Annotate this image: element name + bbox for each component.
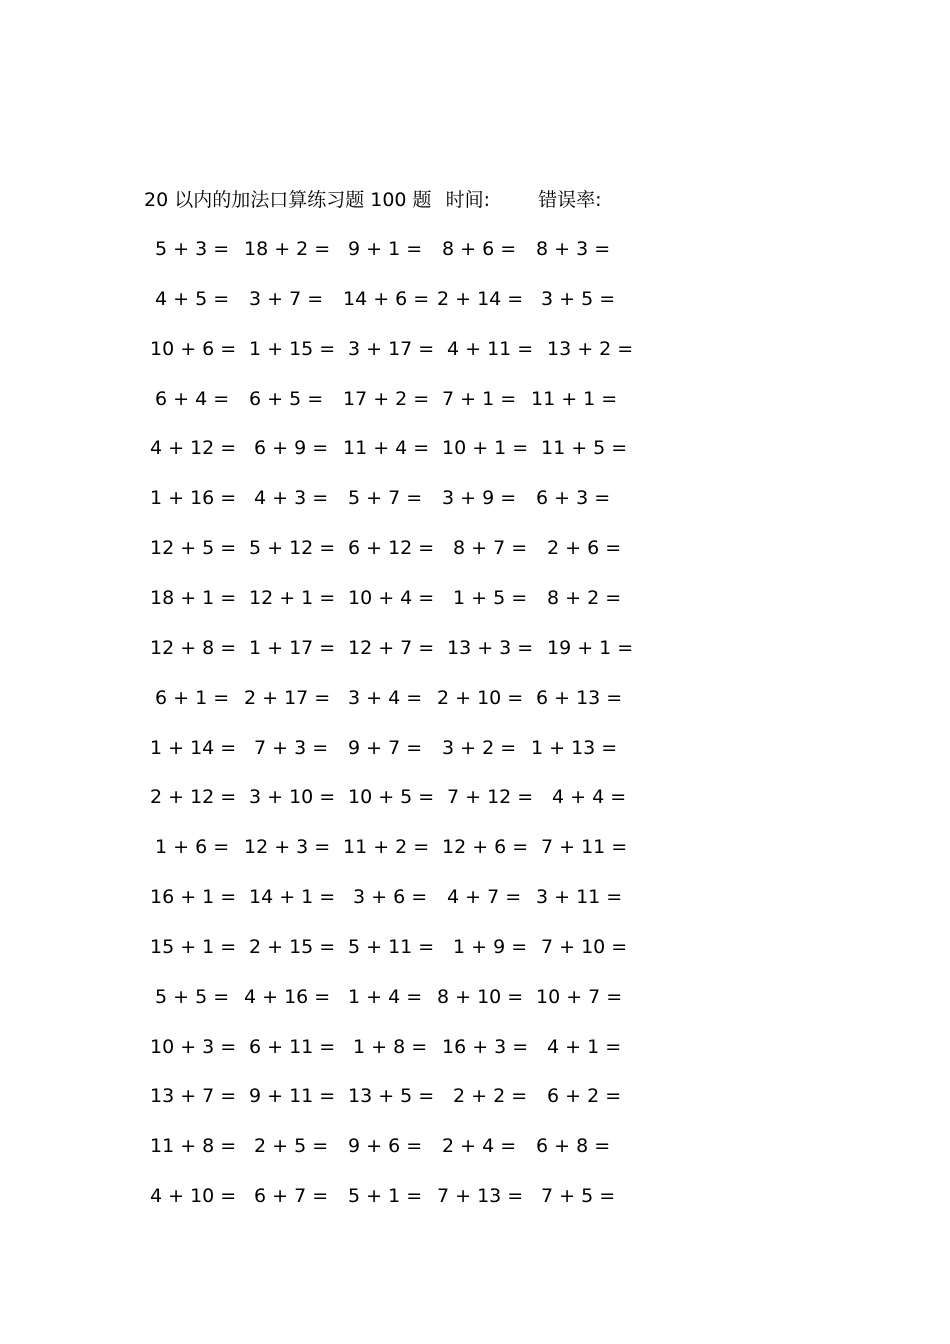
problem-r17-c1: 10 + 3 = bbox=[150, 1036, 237, 1058]
problem-r18-c3: 13 + 5 = bbox=[348, 1085, 435, 1107]
problem-r13-c1: 1 + 6 = bbox=[155, 836, 230, 858]
problem-r14-c5: 3 + 11 = bbox=[536, 886, 623, 908]
problem-r8-c1: 18 + 1 = bbox=[150, 587, 237, 609]
problem-r2-c4: 2 + 14 = bbox=[437, 288, 524, 310]
problem-r13-c4: 12 + 6 = bbox=[442, 836, 529, 858]
problem-r2-c3: 14 + 6 = bbox=[343, 288, 430, 310]
problem-r16-c2: 4 + 16 = bbox=[244, 986, 331, 1008]
problem-r4-c5: 11 + 1 = bbox=[531, 388, 618, 410]
problem-r3-c1: 10 + 6 = bbox=[150, 338, 237, 360]
problem-r1-c1: 5 + 3 = bbox=[155, 238, 230, 260]
problem-r7-c4: 8 + 7 = bbox=[453, 537, 528, 559]
problem-r17-c4: 16 + 3 = bbox=[442, 1036, 529, 1058]
problem-r7-c5: 2 + 6 = bbox=[547, 537, 622, 559]
problem-r1-c4: 8 + 6 = bbox=[442, 238, 517, 260]
problem-r6-c4: 3 + 9 = bbox=[442, 487, 517, 509]
problem-r4-c2: 6 + 5 = bbox=[249, 388, 324, 410]
problem-r20-c3: 5 + 1 = bbox=[348, 1185, 423, 1207]
problem-r8-c2: 12 + 1 = bbox=[249, 587, 336, 609]
problem-r1-c2: 18 + 2 = bbox=[244, 238, 331, 260]
problem-r10-c4: 2 + 10 = bbox=[437, 687, 524, 709]
problem-r6-c5: 6 + 3 = bbox=[536, 487, 611, 509]
problem-r2-c1: 4 + 5 = bbox=[155, 288, 230, 310]
problem-r8-c3: 10 + 4 = bbox=[348, 587, 435, 609]
problem-r1-c5: 8 + 3 = bbox=[536, 238, 611, 260]
problem-r5-c5: 11 + 5 = bbox=[541, 437, 628, 459]
problem-r16-c1: 5 + 5 = bbox=[155, 986, 230, 1008]
problem-r18-c4: 2 + 2 = bbox=[453, 1085, 528, 1107]
problem-r19-c1: 11 + 8 = bbox=[150, 1135, 237, 1157]
problem-r3-c5: 13 + 2 = bbox=[547, 338, 634, 360]
problem-r20-c2: 6 + 7 = bbox=[254, 1185, 329, 1207]
problem-r9-c2: 1 + 17 = bbox=[249, 637, 336, 659]
problem-r7-c2: 5 + 12 = bbox=[249, 537, 336, 559]
problem-r17-c3: 1 + 8 = bbox=[353, 1036, 428, 1058]
problem-r19-c4: 2 + 4 = bbox=[442, 1135, 517, 1157]
problem-r4-c1: 6 + 4 = bbox=[155, 388, 230, 410]
problem-r15-c5: 7 + 10 = bbox=[541, 936, 628, 958]
worksheet-header bbox=[144, 186, 601, 214]
problem-r17-c2: 6 + 11 = bbox=[249, 1036, 336, 1058]
problem-r3-c2: 1 + 15 = bbox=[249, 338, 336, 360]
problem-r14-c3: 3 + 6 = bbox=[353, 886, 428, 908]
problem-r1-c3: 9 + 1 = bbox=[348, 238, 423, 260]
problem-r8-c5: 8 + 2 = bbox=[547, 587, 622, 609]
problem-r18-c2: 9 + 11 = bbox=[249, 1085, 336, 1107]
problem-r15-c2: 2 + 15 = bbox=[249, 936, 336, 958]
problem-r9-c3: 12 + 7 = bbox=[348, 637, 435, 659]
problem-r14-c4: 4 + 7 = bbox=[447, 886, 522, 908]
problem-r11-c4: 3 + 2 = bbox=[442, 737, 517, 759]
error-rate-label: 错误率: bbox=[538, 189, 602, 211]
problem-r9-c4: 13 + 3 = bbox=[447, 637, 534, 659]
problem-r16-c3: 1 + 4 = bbox=[348, 986, 423, 1008]
problem-r6-c3: 5 + 7 = bbox=[348, 487, 423, 509]
problem-r12-c1: 2 + 12 = bbox=[150, 786, 237, 808]
problem-r9-c1: 12 + 8 = bbox=[150, 637, 237, 659]
problem-r12-c2: 3 + 10 = bbox=[249, 786, 336, 808]
problem-r11-c2: 7 + 3 = bbox=[254, 737, 329, 759]
problem-r18-c1: 13 + 7 = bbox=[150, 1085, 237, 1107]
problem-r7-c1: 12 + 5 = bbox=[150, 537, 237, 559]
problem-r8-c4: 1 + 5 = bbox=[453, 587, 528, 609]
problem-r19-c2: 2 + 5 = bbox=[254, 1135, 329, 1157]
problem-r13-c5: 7 + 11 = bbox=[541, 836, 628, 858]
problem-r12-c5: 4 + 4 = bbox=[552, 786, 627, 808]
problem-r2-c5: 3 + 5 = bbox=[541, 288, 616, 310]
problem-r5-c4: 10 + 1 = bbox=[442, 437, 529, 459]
problem-r10-c3: 3 + 4 = bbox=[348, 687, 423, 709]
problem-r15-c1: 15 + 1 = bbox=[150, 936, 237, 958]
problem-r10-c1: 6 + 1 = bbox=[155, 687, 230, 709]
problem-r3-c3: 3 + 17 = bbox=[348, 338, 435, 360]
problem-r16-c4: 8 + 10 = bbox=[437, 986, 524, 1008]
problem-r17-c5: 4 + 1 = bbox=[547, 1036, 622, 1058]
time-label: 时间: bbox=[445, 189, 491, 211]
problem-r5-c3: 11 + 4 = bbox=[343, 437, 430, 459]
problem-r11-c1: 1 + 14 = bbox=[150, 737, 237, 759]
problem-r4-c4: 7 + 1 = bbox=[442, 388, 517, 410]
worksheet-title: 20 以内的加法口算练习题 100 题 bbox=[144, 189, 432, 211]
problem-r20-c5: 7 + 5 = bbox=[541, 1185, 616, 1207]
problem-r3-c4: 4 + 11 = bbox=[447, 338, 534, 360]
problem-r2-c2: 3 + 7 = bbox=[249, 288, 324, 310]
problem-r18-c5: 6 + 2 = bbox=[547, 1085, 622, 1107]
problem-r15-c4: 1 + 9 = bbox=[453, 936, 528, 958]
problem-r4-c3: 17 + 2 = bbox=[343, 388, 430, 410]
problem-r19-c5: 6 + 8 = bbox=[536, 1135, 611, 1157]
problem-r13-c2: 12 + 3 = bbox=[244, 836, 331, 858]
problem-r14-c2: 14 + 1 = bbox=[249, 886, 336, 908]
problem-r6-c2: 4 + 3 = bbox=[254, 487, 329, 509]
problem-r15-c3: 5 + 11 = bbox=[348, 936, 435, 958]
problem-r16-c5: 10 + 7 = bbox=[536, 986, 623, 1008]
problem-r11-c5: 1 + 13 = bbox=[531, 737, 618, 759]
problem-r14-c1: 16 + 1 = bbox=[150, 886, 237, 908]
problem-r19-c3: 9 + 6 = bbox=[348, 1135, 423, 1157]
problem-r20-c1: 4 + 10 = bbox=[150, 1185, 237, 1207]
problem-r10-c5: 6 + 13 = bbox=[536, 687, 623, 709]
problem-r13-c3: 11 + 2 = bbox=[343, 836, 430, 858]
problem-r20-c4: 7 + 13 = bbox=[437, 1185, 524, 1207]
problem-r12-c3: 10 + 5 = bbox=[348, 786, 435, 808]
problem-r5-c1: 4 + 12 = bbox=[150, 437, 237, 459]
problem-r7-c3: 6 + 12 = bbox=[348, 537, 435, 559]
problem-r10-c2: 2 + 17 = bbox=[244, 687, 331, 709]
problem-r12-c4: 7 + 12 = bbox=[447, 786, 534, 808]
problem-r6-c1: 1 + 16 = bbox=[150, 487, 237, 509]
problem-r9-c5: 19 + 1 = bbox=[547, 637, 634, 659]
problem-r5-c2: 6 + 9 = bbox=[254, 437, 329, 459]
problem-r11-c3: 9 + 7 = bbox=[348, 737, 423, 759]
